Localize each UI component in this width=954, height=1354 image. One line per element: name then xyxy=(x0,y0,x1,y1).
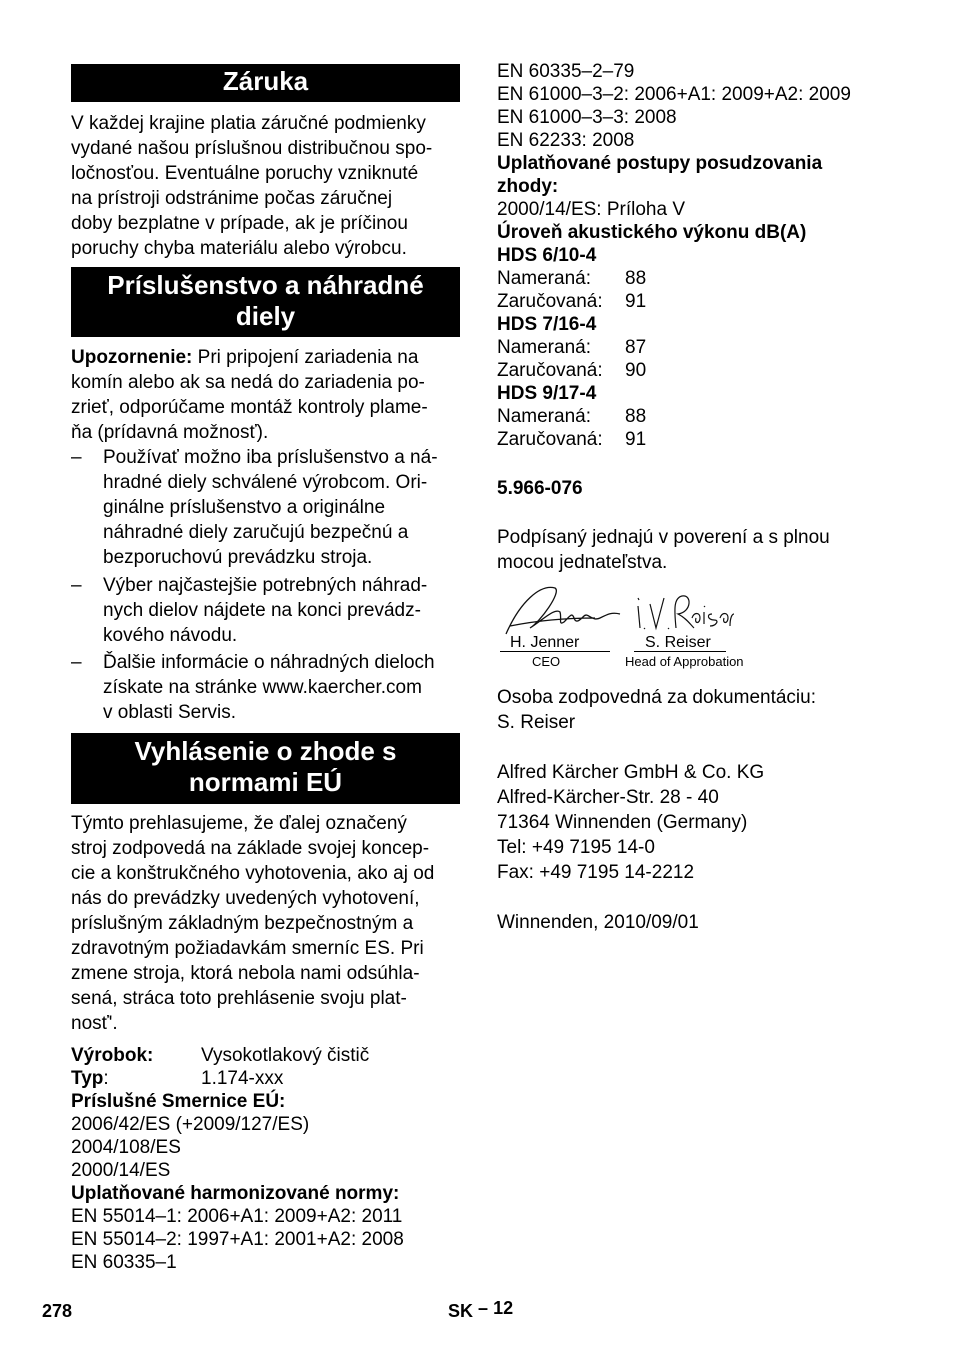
note-text: Pri pripojení zariadenia na xyxy=(192,347,419,368)
guaranteed-label: Zaručovaná: xyxy=(497,429,603,450)
text-line: hradné diely schválené výrobcom. Ori- xyxy=(103,472,428,493)
measured-label: Nameraná: xyxy=(497,406,591,427)
heading-text: diely xyxy=(235,301,296,331)
warranty-paragraph xyxy=(71,111,471,261)
signatory-role: CEO xyxy=(532,654,561,669)
signatory-name: S. Reiser xyxy=(645,634,711,651)
guaranteed-value: 91 xyxy=(625,291,647,312)
text-line: príslušným základným bezpečnostným a xyxy=(71,913,414,934)
text-line: sená, stráca toto prehlásenie svoju plat- xyxy=(71,988,407,1009)
signature-drawing xyxy=(500,582,625,638)
text-line: kového návodu. xyxy=(103,625,238,646)
text-line: získate na stránke www.kaercher.com xyxy=(103,677,422,698)
guaranteed-row xyxy=(497,359,917,382)
place-date: Winnenden, 2010/09/01 xyxy=(497,912,699,933)
noise-label: Úroveň akustického výkonu dB(A) xyxy=(497,222,807,243)
text-line: zrieť, odporúčame montáž kontroly plame- xyxy=(71,397,428,418)
footer-local-page: 12 xyxy=(493,1298,514,1318)
measured-row xyxy=(497,405,917,428)
text-line: Ďalšie informácie o náhradných dieloch xyxy=(103,652,435,673)
text-line: Používať možno iba príslušenstvo a ná- xyxy=(103,447,438,468)
list-item-text xyxy=(103,573,461,648)
model-name: HDS 7/16-4 xyxy=(497,314,597,335)
text-line: nosť'. xyxy=(71,1013,118,1034)
type-label: Typ xyxy=(71,1068,104,1089)
section-heading-conformity xyxy=(71,733,460,804)
guaranteed-value: 91 xyxy=(625,429,647,450)
document-number: 5.966-076 xyxy=(497,478,583,499)
product-label: Výrobok: xyxy=(71,1045,154,1066)
list-item-text xyxy=(103,650,461,725)
dash-bullet: – xyxy=(71,575,82,596)
guaranteed-label: Zaručovaná: xyxy=(497,291,603,312)
procedures-label: zhody: xyxy=(497,176,559,197)
text-line: 71364 Winnenden (Germany) xyxy=(497,812,748,833)
text-line: Podpísaný jednajú v poverení a s plnou xyxy=(497,527,830,548)
text-line: komín alebo ak sa nedá do zariadenia po- xyxy=(71,372,425,393)
text-line: bezporuchovú prevádzku stroja. xyxy=(103,547,373,568)
text-line: Osoba zodpovedná za dokumentáciu: xyxy=(497,687,816,708)
footer-separator: – xyxy=(478,1298,489,1318)
norm-item: EN 60335–2–79 xyxy=(497,61,635,82)
directives-label: Príslušné Smernice EÚ: xyxy=(71,1091,286,1112)
norms-label: Uplatňované harmonizované normy: xyxy=(71,1183,400,1204)
text-line: Alfred Kärcher GmbH & Co. KG xyxy=(497,762,765,783)
list-item xyxy=(71,650,461,725)
note-label: Upozornenie: xyxy=(71,347,193,368)
measured-row xyxy=(497,336,917,359)
text-line: v oblasti Servis. xyxy=(103,702,237,723)
directive-item: 2006/42/ES (+2009/127/ES) xyxy=(71,1114,310,1135)
text-line: stroj zodpovedá na základe svojej koncep- xyxy=(71,838,430,859)
directive-item: 2000/14/ES xyxy=(71,1160,171,1181)
section-heading-warranty xyxy=(71,64,460,102)
list-item-text xyxy=(103,445,461,570)
company-address xyxy=(497,760,917,885)
text-line: V každej krajine platia záručné podmienky xyxy=(71,113,426,134)
dash-bullet: – xyxy=(71,447,82,468)
text-line: ňa (prídavná možnosť). xyxy=(71,422,269,443)
conformity-paragraph xyxy=(71,811,471,1036)
norm-item: EN 60335–1 xyxy=(71,1252,177,1273)
text-line: Výber najčastejšie potrebných náhrad- xyxy=(103,575,428,596)
product-info xyxy=(71,1044,471,1274)
text-line: nych dielov nájdete na konci prevádz- xyxy=(103,600,421,621)
measured-label: Nameraná: xyxy=(497,337,591,358)
footer-section xyxy=(448,1299,513,1324)
product-value: Vysokotlakový čistič xyxy=(201,1045,370,1066)
procedures-label: Uplatňované postupy posudzovania xyxy=(497,153,823,174)
text-line: nás do prevádzky uvedených vyhotovení, xyxy=(71,888,420,909)
measured-label: Nameraná: xyxy=(497,268,591,289)
text-line: zmene stroja, ktorá nebola nami odsúhla- xyxy=(71,963,420,984)
list-item xyxy=(71,573,461,648)
type-colon: : xyxy=(103,1068,109,1089)
norms-continued xyxy=(497,60,917,451)
text-line: na prístroji odstránime počas záručnej xyxy=(71,188,393,209)
heading-text: Vyhlásenie o zhode s xyxy=(134,736,397,766)
guaranteed-row xyxy=(497,428,917,451)
heading-text: Príslušenstvo a náhradné xyxy=(107,270,424,300)
signed-statement xyxy=(497,525,917,575)
measured-value: 88 xyxy=(625,268,647,289)
page-number: 278 xyxy=(42,1301,73,1321)
text-line: náhradné diely zaručujú bezpečnú a xyxy=(103,522,409,543)
norm-item: EN 61000–3–3: 2008 xyxy=(497,107,677,128)
section-heading-accessories xyxy=(71,267,460,337)
heading-text: Záruka xyxy=(222,66,309,96)
doc-responsible xyxy=(497,685,917,735)
guaranteed-label: Zaručovaná: xyxy=(497,360,603,381)
guaranteed-value: 90 xyxy=(625,360,647,381)
product-row xyxy=(71,1044,471,1067)
model-name: HDS 6/10-4 xyxy=(497,245,597,266)
signatory-name: H. Jenner xyxy=(510,634,580,651)
text-line: cie a konštrukčného vyhotovenia, ako aj od xyxy=(71,863,435,884)
signatory-role: Head of Approbation xyxy=(625,654,744,669)
norm-item: EN 55014–1: 2006+A1: 2009+A2: 2011 xyxy=(71,1206,403,1227)
model-name: HDS 9/17-4 xyxy=(497,383,597,404)
text-line: vydané našou príslušnou distribučnou spo- xyxy=(71,138,433,159)
text-line: poruchy chyba materiálu alebo výrobcu. xyxy=(71,238,407,259)
text-line: Alfred-Kärcher-Str. 28 - 40 xyxy=(497,787,719,808)
signature-jenner xyxy=(500,582,625,638)
type-row xyxy=(71,1067,471,1090)
procedures-value: 2000/14/ES: Príloha V xyxy=(497,199,686,220)
directive-item: 2004/108/ES xyxy=(71,1137,181,1158)
text-line: ločnosťou. Eventuálne poruchy vzniknuté xyxy=(71,163,419,184)
norm-item: EN 61000–3–2: 2006+A1: 2009+A2: 2009 xyxy=(497,84,851,105)
dash-bullet: – xyxy=(71,652,82,673)
type-value: 1.174-xxx xyxy=(201,1068,284,1089)
list-item xyxy=(71,445,461,570)
text-line: Fax: +49 7195 14-2212 xyxy=(497,862,695,883)
text-line: mocou jednateľstva. xyxy=(497,552,668,573)
signature-reiser xyxy=(634,588,734,636)
heading-text: normami EÚ xyxy=(188,767,343,797)
text-line: Týmto prehlasujeme, že ďalej označený xyxy=(71,813,407,834)
measured-value: 87 xyxy=(625,337,647,358)
text-line: zdravotným požiadavkám smerníc ES. Pri xyxy=(71,938,424,959)
footer-lang: SK xyxy=(448,1301,474,1321)
note-first-line xyxy=(71,345,471,370)
text-line: ginálne príslušenstvo a originálne xyxy=(103,497,386,518)
text-line: Tel: +49 7195 14-0 xyxy=(497,837,655,858)
guaranteed-row xyxy=(497,290,917,313)
norm-item: EN 55014–2: 1997+A1: 2001+A2: 2008 xyxy=(71,1229,404,1250)
signature-drawing xyxy=(634,588,734,636)
measured-value: 88 xyxy=(625,406,647,427)
norm-item: EN 62233: 2008 xyxy=(497,130,635,151)
accessories-note xyxy=(71,345,471,445)
text-line: doby bezplatne v prípade, ak je príčinou xyxy=(71,213,408,234)
text-line: S. Reiser xyxy=(497,712,576,733)
measured-row xyxy=(497,267,917,290)
